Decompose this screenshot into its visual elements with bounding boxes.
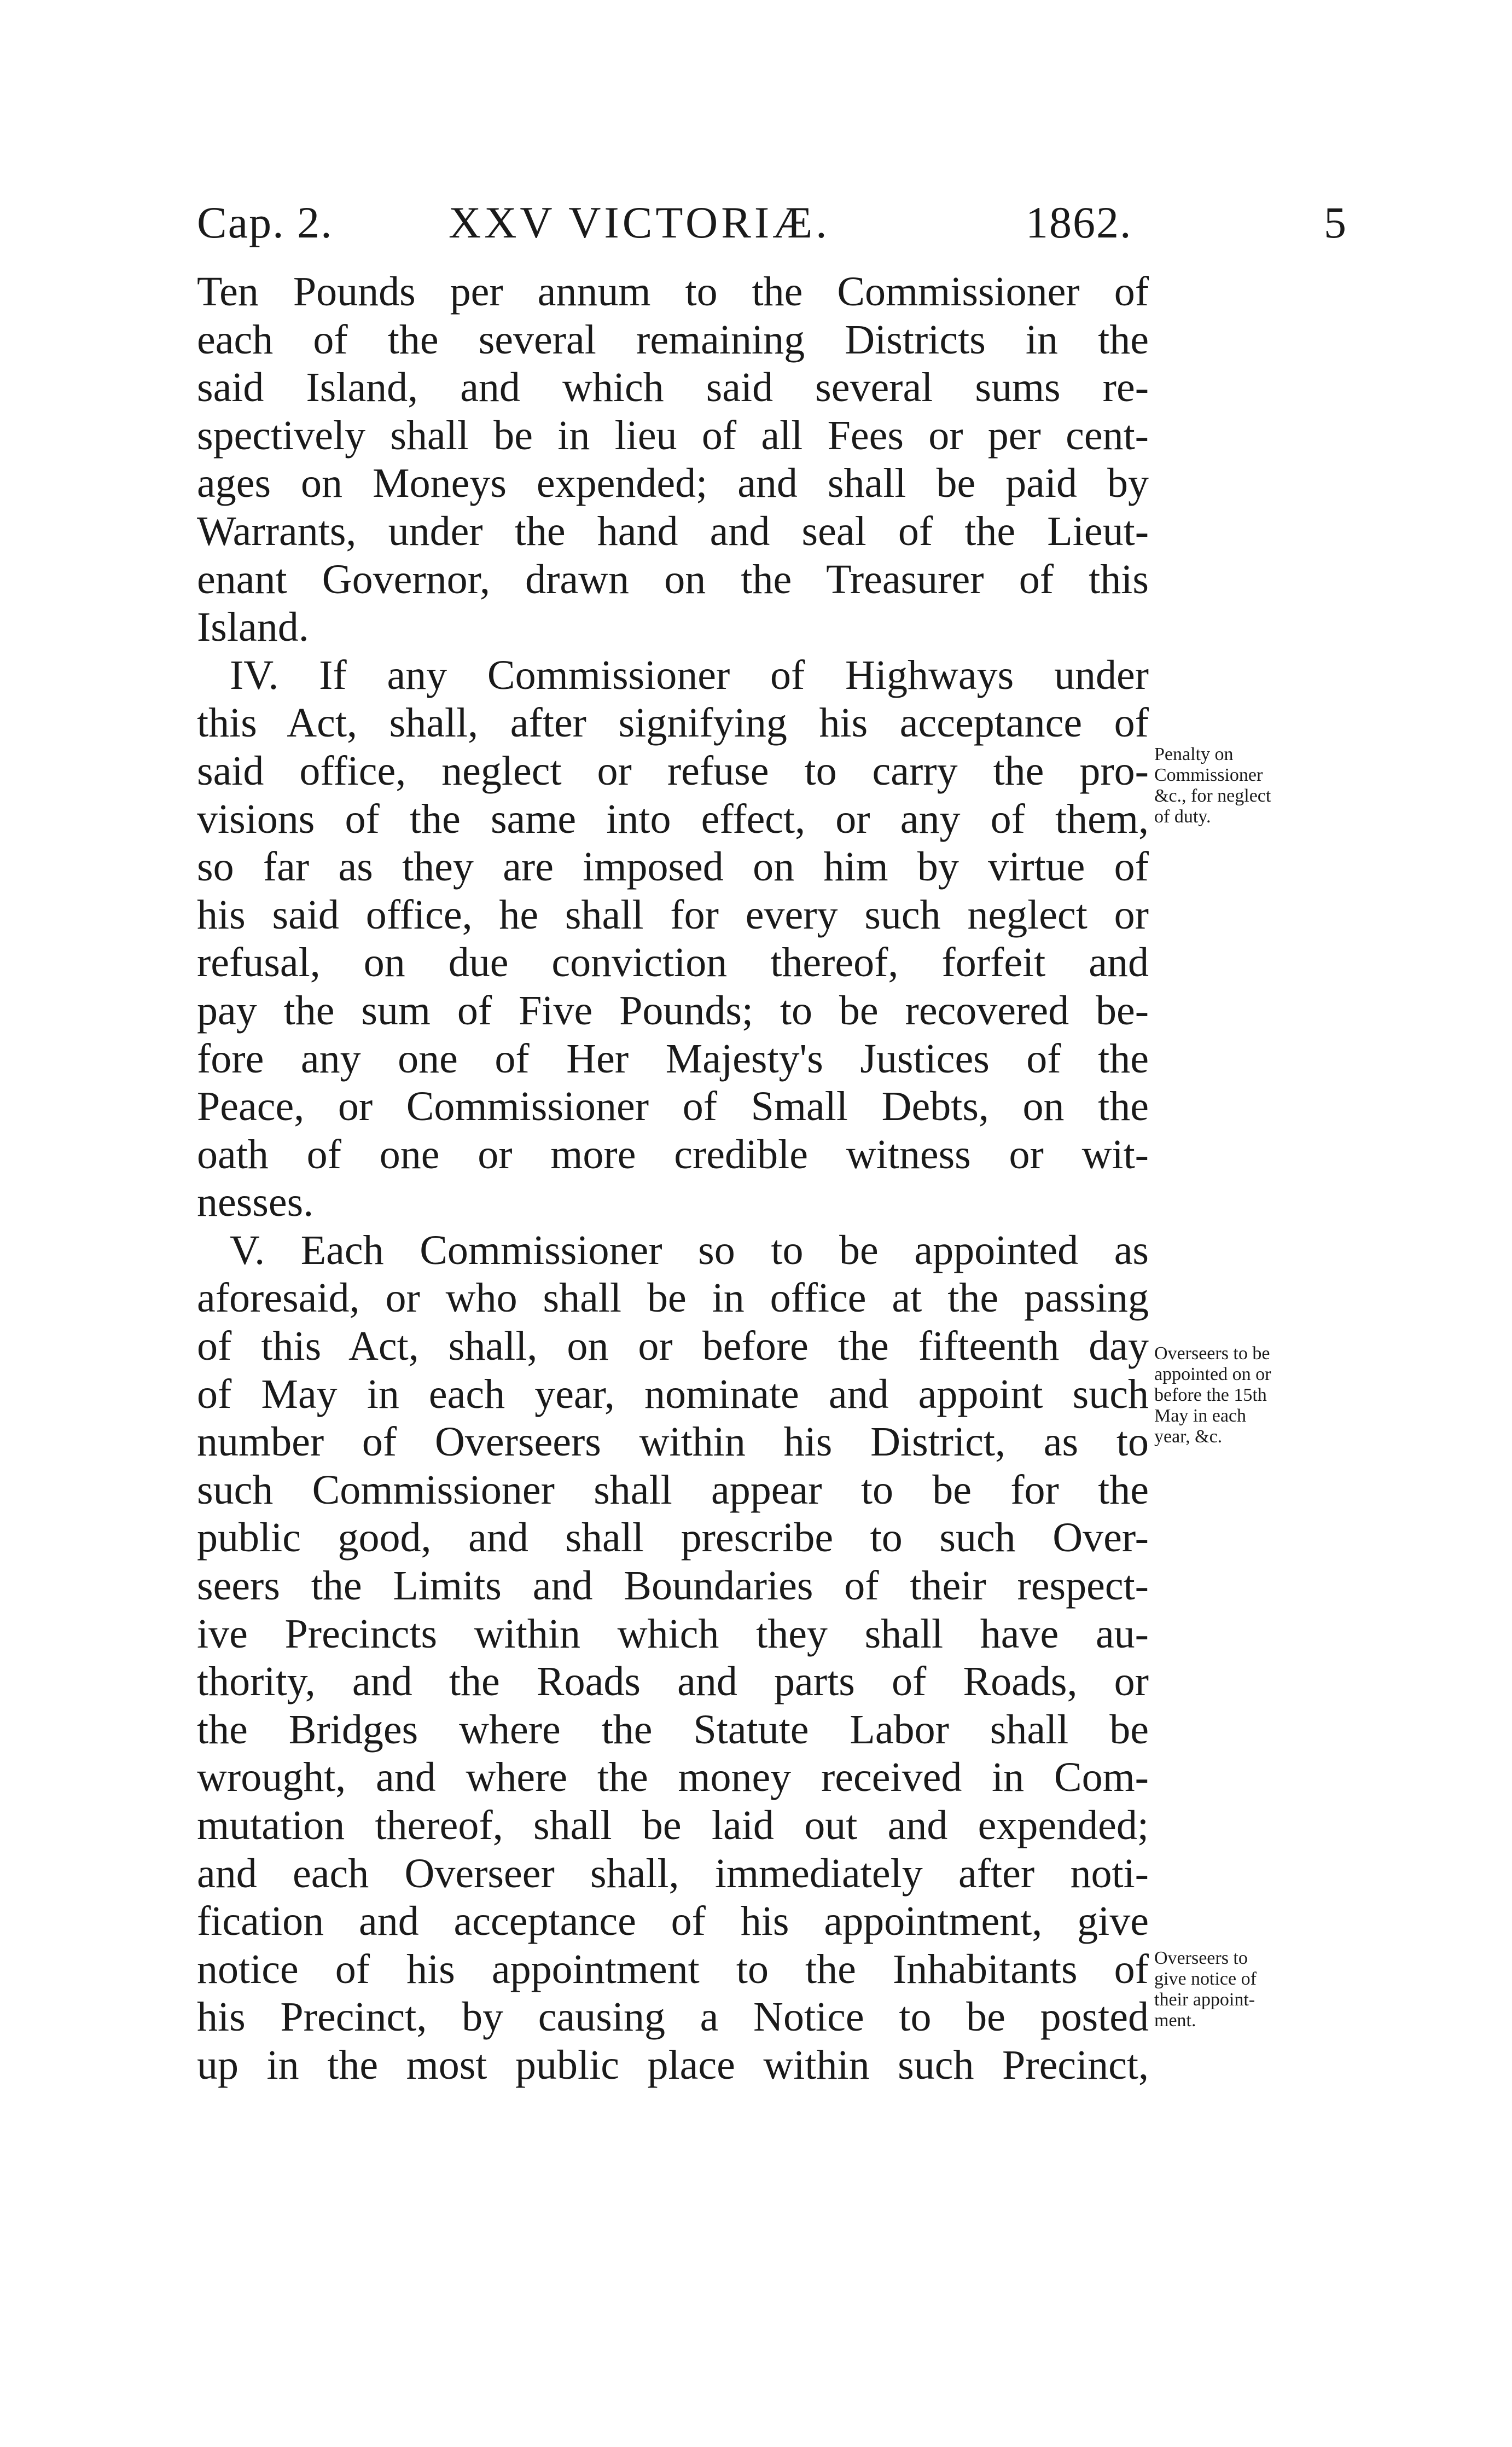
body-line: this Act, shall, after signifying his acceptance of (197, 700, 1149, 746)
body-line: visions of the same into effect, or any of them, (197, 796, 1149, 842)
body-line: Island. (197, 604, 309, 651)
body-line: said office, neglect or refuse to carry the pro- (197, 747, 1149, 794)
body-line: nesses. (197, 1179, 314, 1226)
section-start-v: V. Each Commissioner so to be appointed as (230, 1227, 1149, 1273)
marginal-note-line: &c., for neglect (1154, 786, 1271, 806)
body-line: Warrants, under the hand and seal of the Lieut- (197, 508, 1149, 554)
body-line: number of Overseers within his District, as to (197, 1419, 1149, 1465)
body-line: his Precinct, by causing a Notice to be posted (197, 1994, 1149, 2040)
marginal-note-line: Overseers to (1154, 1948, 1248, 1968)
body-line: said Island, and which said several sums re- (197, 364, 1149, 411)
body-line: mutation thereof, shall be laid out and expended; (197, 1802, 1149, 1848)
act-title: XXV VICTORIÆ. (449, 198, 830, 247)
body-line: so far as they are imposed on him by virtue of (197, 844, 1149, 890)
body-line: wrought, and where the money received in Com- (197, 1754, 1149, 1801)
body-line: fication and acceptance of his appointment, give (197, 1898, 1149, 1945)
body-line: fore any one of Her Majesty's Justices of the (197, 1035, 1149, 1082)
marginal-note-line: give notice of (1154, 1969, 1257, 1989)
body-line: public good, and shall prescribe to such Over- (197, 1515, 1149, 1561)
running-header (197, 197, 1346, 263)
marginal-note-line: May in each (1154, 1406, 1247, 1426)
body-line: thority, and the Roads and parts of Roads, or (197, 1659, 1149, 1705)
body-line: ive Precincts within which they shall have au- (197, 1610, 1149, 1657)
marginal-note-line: Overseers to be (1154, 1343, 1270, 1364)
marginal-note-line: ment. (1154, 2010, 1196, 2031)
body-line: enant Governor, drawn on the Treasurer of this (197, 556, 1149, 602)
marginal-note-line: appointed on or (1154, 1364, 1271, 1384)
marginal-note-overseers-appointed (1154, 1343, 1340, 1447)
body-line: such Commissioner shall appear to be for the (197, 1466, 1149, 1513)
body-line: of this Act, shall, on or before the fifteenth day (197, 1323, 1149, 1370)
body-line: spectively shall be in lieu of all Fees or per cent- (197, 412, 1149, 459)
marginal-note-penalty (1154, 744, 1340, 827)
body-line: oath of one or more credible witness or wit- (197, 1131, 1149, 1178)
body-line: Peace, or Commissioner of Small Debts, on the (197, 1083, 1149, 1130)
marginal-note-overseers-notice (1154, 1948, 1340, 2031)
body-text (197, 268, 1149, 2090)
body-line: Ten Pounds per annum to the Commissioner of (197, 269, 1149, 315)
marginal-note-line: their appoint- (1154, 1990, 1255, 2010)
marginal-note-line: Commissioner (1154, 765, 1263, 785)
body-line: of May in each year, nominate and appoint such (197, 1371, 1149, 1417)
chapter-label: Cap. 2. (197, 198, 333, 247)
body-line: notice of his appointment to the Inhabitants of (197, 1946, 1149, 1992)
body-line: aforesaid, or who shall be in office at the passing (197, 1275, 1149, 1321)
marginal-note-line: before the 15th (1154, 1385, 1267, 1405)
section-start-iv: IV. If any Commissioner of Highways under (230, 652, 1149, 698)
body-line: ages on Moneys expended; and shall be paid by (197, 460, 1149, 507)
body-line: the Bridges where the Statute Labor shall be (197, 1706, 1149, 1753)
body-line: up in the most public place within such Precinct, (197, 2042, 1149, 2088)
page-number: 5 (1324, 198, 1347, 247)
body-line: pay the sum of Five Pounds; to be recovered be- (197, 987, 1149, 1034)
marginal-note-line: year, &c. (1154, 1427, 1223, 1447)
year-label: 1862. (1026, 198, 1132, 247)
marginal-note-line: Penalty on (1154, 744, 1234, 764)
body-line: each of the several remaining Districts in the (197, 316, 1149, 363)
body-line: refusal, on due conviction thereof, forfeit and (197, 940, 1149, 986)
marginal-note-line: of duty. (1154, 807, 1211, 827)
body-line: his said office, he shall for every such neglect or (197, 891, 1149, 938)
body-line: seers the Limits and Boundaries of their respect- (197, 1563, 1149, 1609)
body-line: and each Overseer shall, immediately after noti- (197, 1850, 1149, 1897)
